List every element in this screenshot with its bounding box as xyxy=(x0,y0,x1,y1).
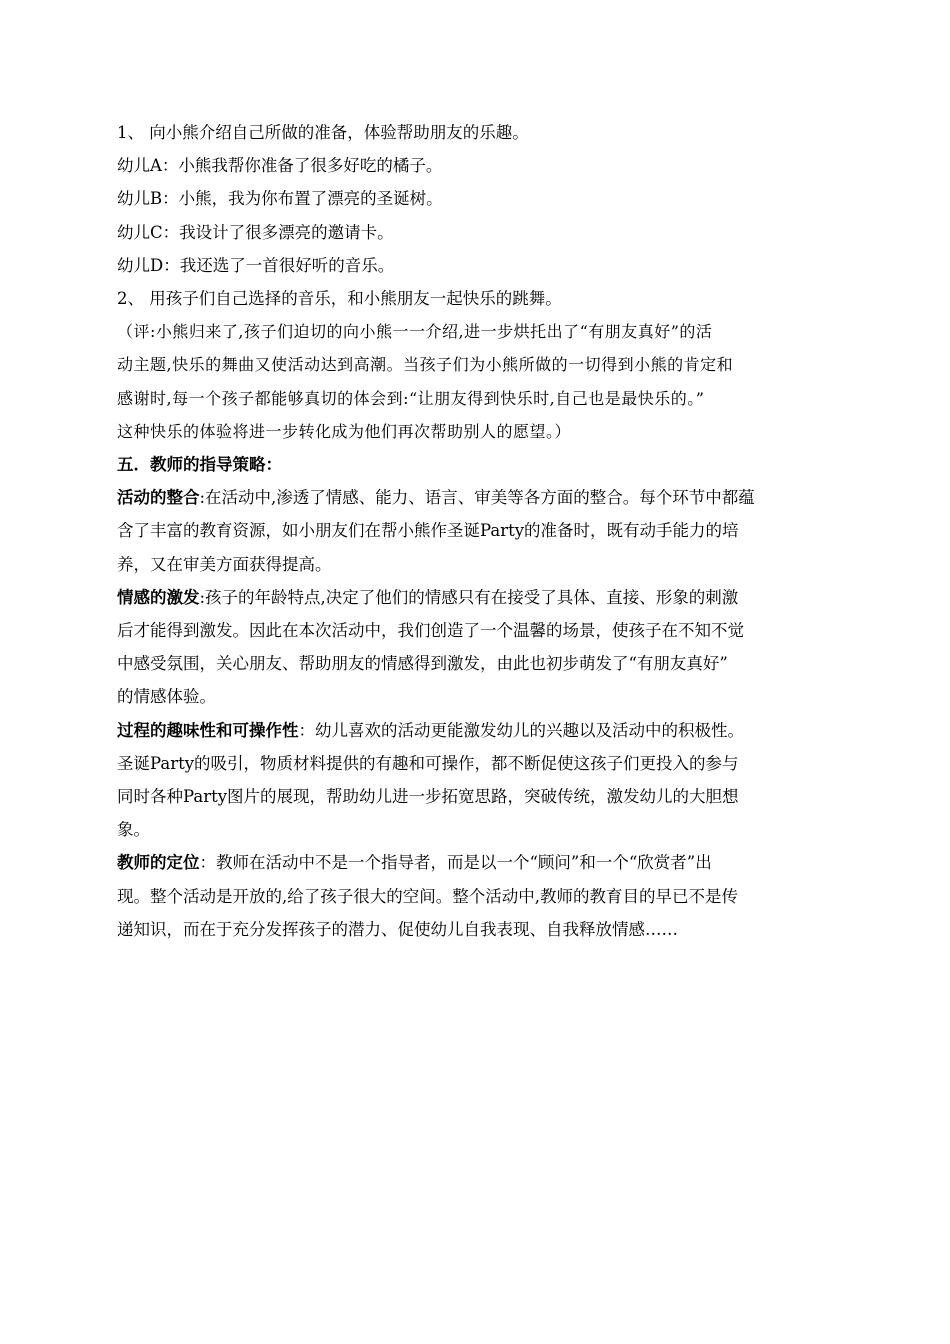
comment-line-1: （评:小熊归来了,孩子们迫切的向小熊一一介绍,进一步烘托出了“有朋友真好”的活 xyxy=(117,322,713,342)
integration-text-1: :在活动中,渗透了情感、能力、语言、审美等各方面的整合。每个环节中都蕴 xyxy=(199,488,755,508)
teacher-line-1 xyxy=(117,846,835,879)
comment-line-3: 感谢时,每一个孩子都能够真切的体会到:“让朋友得到快乐时,自己也是最快乐的。” xyxy=(117,388,705,408)
step-1-text: 1、 向小熊介绍自己所做的准备，体验帮助朋友的乐趣。 xyxy=(117,123,529,142)
teacher-text-1: ：教师在活动中不是一个指导者，而是以一个“顾问”和一个“欣赏者”出 xyxy=(199,853,712,873)
process-line-1 xyxy=(117,714,835,747)
child-d-text: 幼儿D：我还选了一首很好听的音乐。 xyxy=(117,255,395,275)
teacher-line-2: 现。整个活动是开放的,给了孩子很大的空间。整个活动中,教师的教育目的早已不是传 xyxy=(117,886,738,906)
process-line-4: 象。 xyxy=(117,820,150,840)
comment-line-4: 这种快乐的体验将进一步转化成为他们再次帮助别人的愿望。） xyxy=(117,421,572,441)
comment-line-2: 动主题,快乐的舞曲又使活动达到高潮。当孩子们为小熊所做的一切得到小熊的肯定和 xyxy=(117,355,734,375)
integration-line-3: 养，又在审美方面获得提高。 xyxy=(117,554,332,574)
emotion-line-1 xyxy=(117,581,835,614)
emotion-line-3: 中感受氛围，关心朋友、帮助朋友的情感得到激发，由此也初步萌发了“有朋友真好” xyxy=(117,654,728,674)
section-heading: 五．教师的指导策略： xyxy=(117,455,282,475)
integration-line-2: 含了丰富的教育资源，如小朋友们在帮小熊作圣诞Party的准备时，既有动手能力的培 xyxy=(117,521,739,541)
integration-line-1 xyxy=(117,481,835,514)
process-label: 过程的趣味性和可操作性 xyxy=(117,720,299,740)
emotion-label: 情感的激发 xyxy=(117,587,200,607)
emotion-line-2: 后才能得到激发。因此在本次活动中，我们创造了一个温馨的场景，使孩子在不知不觉 xyxy=(117,621,744,641)
process-line-2: 圣诞Party的吸引，物质材料提供的有趣和可操作，都不断促使这孩子们更投入的参与 xyxy=(117,753,739,773)
process-line-3: 同时各种Party图片的展现，帮助幼儿进一步拓宽思路，突破传统，激发幼儿的大胆想 xyxy=(117,787,739,807)
step-2-text: 2、 用孩子们自己选择的音乐，和小熊朋友一起快乐的跳舞。 xyxy=(117,289,562,309)
teacher-line-3: 递知识，而在于充分发挥孩子的潜力、促使幼儿自我表现、自我释放情感…… xyxy=(117,919,678,939)
emotion-line-4: 的情感体验。 xyxy=(117,687,216,707)
integration-label: 活动的整合 xyxy=(117,488,200,508)
child-b-text: 幼儿B：小熊，我为你布置了漂亮的圣诞树。 xyxy=(117,189,443,209)
process-text-1: ：幼儿喜欢的活动更能激发幼儿的兴趣以及活动中的积极性。 xyxy=(298,720,744,740)
emotion-text-1: :孩子的年龄特点,决定了他们的情感只有在接受了具体、直接、形象的刺激 xyxy=(199,587,739,607)
child-c-text: 幼儿C：我设计了很多漂亮的邀请卡。 xyxy=(117,222,394,242)
child-a-text: 幼儿A：小熊我帮你准备了很多好吃的橘子。 xyxy=(117,156,443,176)
teacher-label: 教师的定位 xyxy=(117,853,200,873)
document-page xyxy=(117,116,835,946)
